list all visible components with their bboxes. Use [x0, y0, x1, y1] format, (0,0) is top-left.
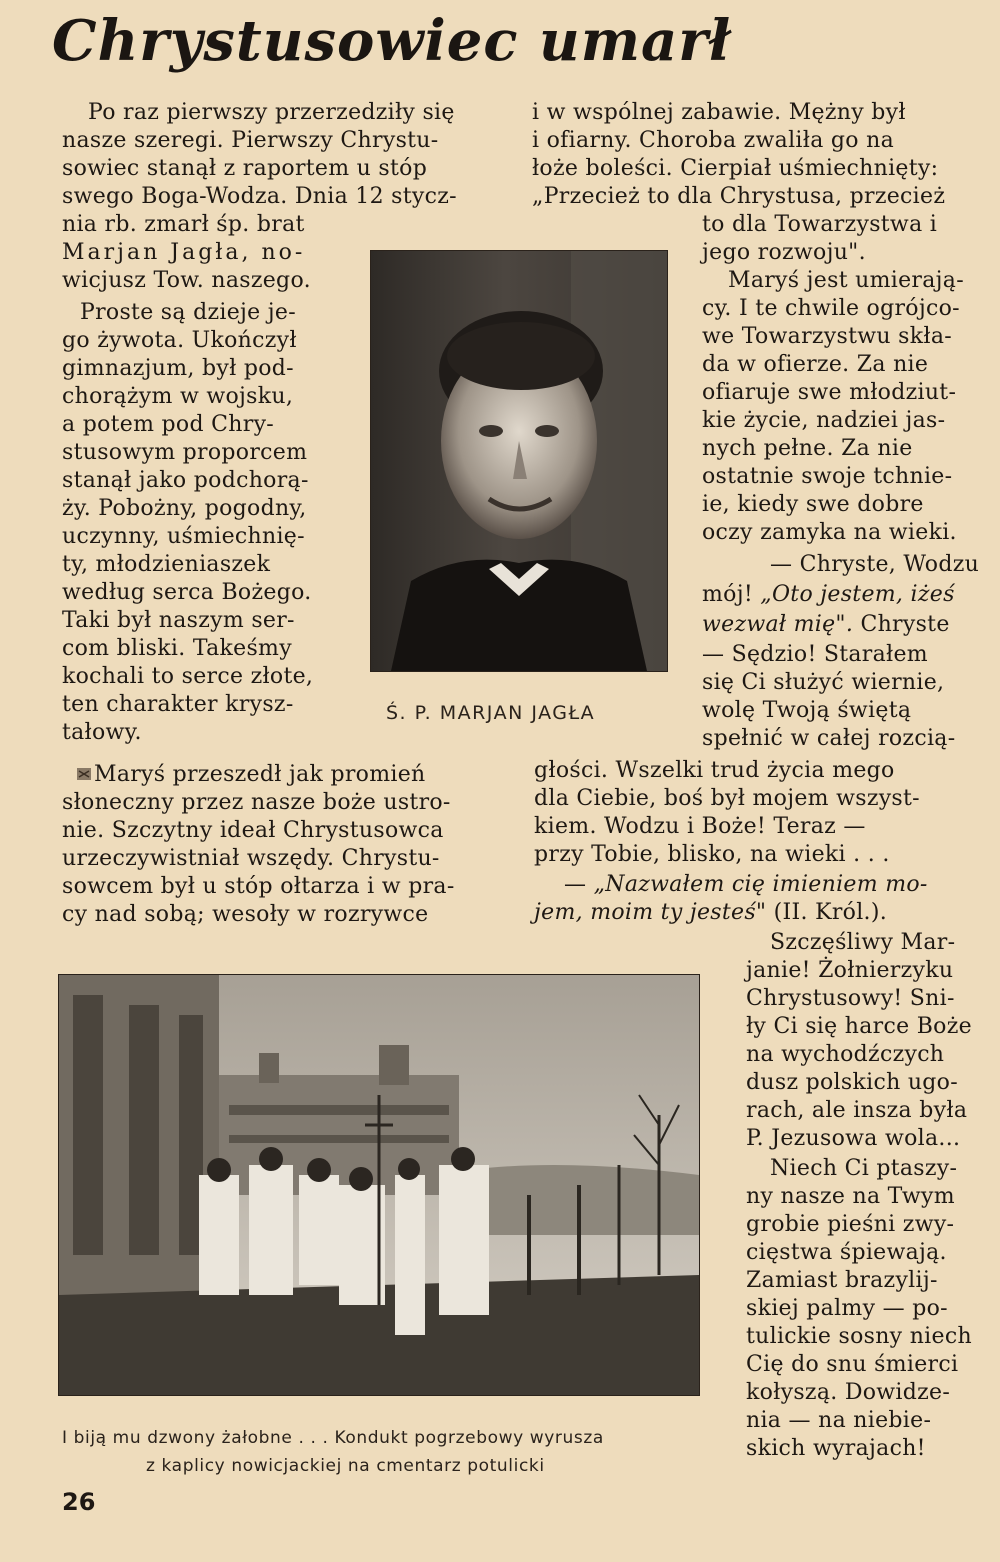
- text-line: — Sędzio! Starałem: [702, 642, 928, 667]
- text-line: skiej palmy — po-: [746, 1296, 948, 1321]
- text-line: gimnazjum, był pod-: [62, 356, 294, 381]
- text-line: „Przecież to dla Chrystusa, przecież: [532, 184, 946, 209]
- text-line: Zamiast brazylij-: [746, 1268, 938, 1293]
- text-line: jego rozwoju".: [702, 240, 866, 265]
- text-line: kie życie, nadziei jas-: [702, 408, 946, 433]
- text-line-mixed: [702, 612, 950, 638]
- portrait-caption: Ś. P. MARJAN JAGŁA: [386, 702, 596, 724]
- text-line: Taki był naszym ser-: [62, 608, 295, 633]
- quote-span: „Oto jestem, iżeś: [760, 582, 955, 607]
- text-line: ten charakter krysz-: [62, 692, 294, 717]
- text-line: sowiec stanął z raportem u stóp: [62, 156, 428, 181]
- text-line: go żywota. Ukończył: [62, 328, 297, 353]
- text-line: i w wspólnej zabawie. Mężny był: [532, 100, 906, 125]
- text-line: janie! Żołnierzyku: [746, 958, 954, 983]
- text-line: Cię do snu śmierci: [746, 1352, 959, 1377]
- text-line: nasze szeregi. Pierwszy Chrystu-: [62, 128, 439, 153]
- text-line: skich wyrajach!: [746, 1436, 926, 1461]
- text-line: kołyszą. Dowidze-: [746, 1380, 951, 1405]
- text-line: dusz polskich ugo-: [746, 1070, 958, 1095]
- text-line: kochali to serce złote,: [62, 664, 314, 689]
- quote-span: „Nazwałem cię imieniem mo-: [593, 872, 928, 897]
- text-line: Marjan Jagła, no-: [62, 240, 306, 265]
- text-line-mixed: [702, 582, 955, 608]
- text-line: dla Ciebie, boś był mojem wszyst-: [534, 786, 920, 811]
- quote-span: jem, moim ty jesteś": [534, 900, 767, 925]
- procession-photo: [58, 974, 700, 1396]
- text-line: cy nad sobą; wesoły w rozrywce: [62, 902, 429, 927]
- text-line: rach, ale insza była: [746, 1098, 968, 1123]
- text-line: nia — na niebie-: [746, 1408, 932, 1433]
- text-line: da w ofierze. Za nie: [702, 352, 929, 377]
- text-line: Chrystusowy! Sni-: [746, 986, 955, 1011]
- text-line: przy Tobie, blisko, na wieki . . .: [534, 842, 890, 867]
- text-line: ny nasze na Twym: [746, 1184, 955, 1209]
- text-line: we Towarzystwu skła-: [702, 324, 952, 349]
- text-line: sowcem był u stóp ołtarza i w pra-: [62, 874, 455, 899]
- text-span: —: [564, 872, 594, 897]
- text-line: nie. Szczytny ideał Chrystusowca: [62, 818, 444, 843]
- text-line: swego Boga-Wodza. Dnia 12 stycz-: [62, 184, 457, 209]
- text-line: według serca Bożego.: [62, 580, 312, 605]
- text-line: Po raz pierwszy przerzedziły się: [88, 100, 455, 125]
- portrait-photo: [370, 250, 668, 672]
- text-line: chorążym w wojsku,: [62, 384, 294, 409]
- text-line: łoże boleści. Cierpiał uśmiechnięty:: [532, 156, 939, 181]
- text-line: Szczęśliwy Mar-: [770, 930, 956, 955]
- text-line: ży. Pobożny, pogodny,: [62, 496, 307, 521]
- text-line-mixed: [564, 872, 928, 898]
- text-line: nych pełne. Za nie: [702, 436, 913, 461]
- text-line: spełnić w całej rozcią-: [702, 726, 956, 751]
- text-line: wolę Twoją świętą: [702, 698, 912, 723]
- text-line: kiem. Wodzu i Boże! Teraz —: [534, 814, 866, 839]
- text-line: ofiaruje swe młodziut-: [702, 380, 957, 405]
- text-line: tulickie sosny niech: [746, 1324, 972, 1349]
- text-line: uczynny, uśmiechnię-: [62, 524, 305, 549]
- text-line: cy. I te chwile ogrójco-: [702, 296, 960, 321]
- text-line: stanął jako podchorą-: [62, 468, 309, 493]
- article-title: Chrystusowiec umarł: [52, 8, 732, 74]
- text-line: ty, młodzieniaszek: [62, 552, 271, 577]
- text-line: wicjusz Tow. naszego.: [62, 268, 311, 293]
- text-line: ie, kiedy swe dobre: [702, 492, 924, 517]
- text-line: Niech Ci ptaszy-: [770, 1156, 958, 1181]
- text-line: słoneczny przez nasze boże ustro-: [62, 790, 451, 815]
- decorative-ornament-icon: [76, 766, 92, 782]
- text-line: — Chryste, Wodzu: [770, 552, 980, 577]
- quote-span: wezwał mię".: [702, 612, 854, 637]
- text-line: oczy zamyka na wieki.: [702, 520, 957, 545]
- text-line: Maryś przeszedł jak promień: [94, 762, 426, 787]
- text-line: tałowy.: [62, 720, 142, 745]
- text-line: i ofiarny. Choroba zwaliła go na: [532, 128, 895, 153]
- text-line: grobie pieśni zwy-: [746, 1212, 955, 1237]
- text-line: na wychodźczych: [746, 1042, 945, 1067]
- text-line: P. Jezusowa wola...: [746, 1126, 961, 1151]
- text-line: urzeczywistniał wszędy. Chrystu-: [62, 846, 440, 871]
- text-line: to dla Towarzystwa i: [702, 212, 938, 237]
- text-line: nia rb. zmarł śp. brat: [62, 212, 305, 237]
- text-line: się Ci służyć wiernie,: [702, 670, 945, 695]
- text-line-mixed: [534, 900, 887, 926]
- text-line: cięstwa śpiewają.: [746, 1240, 947, 1265]
- page-number: 26: [62, 1488, 96, 1516]
- text-span: Chryste: [853, 612, 950, 637]
- text-line: Proste są dzieje je-: [80, 300, 296, 325]
- text-line: ły Ci się harce Boże: [746, 1014, 972, 1039]
- text-line: stusowym proporcem: [62, 440, 308, 465]
- procession-caption-line2: z kaplicy nowicjackiej na cmentarz potulicki: [146, 1456, 545, 1476]
- text-line: a potem pod Chry-: [62, 412, 275, 437]
- text-line: ostatnie swoje tchnie-: [702, 464, 953, 489]
- text-span: (II. Król.).: [766, 900, 888, 925]
- text-line: Maryś jest umierają-: [728, 268, 964, 293]
- text-span: mój!: [702, 582, 761, 607]
- text-line: com bliski. Takeśmy: [62, 636, 292, 661]
- text-line: głości. Wszelki trud życia mego: [534, 758, 895, 783]
- procession-caption-line1: I biją mu dzwony żałobne . . . Kondukt pogrzebowy wyrusza: [62, 1428, 604, 1448]
